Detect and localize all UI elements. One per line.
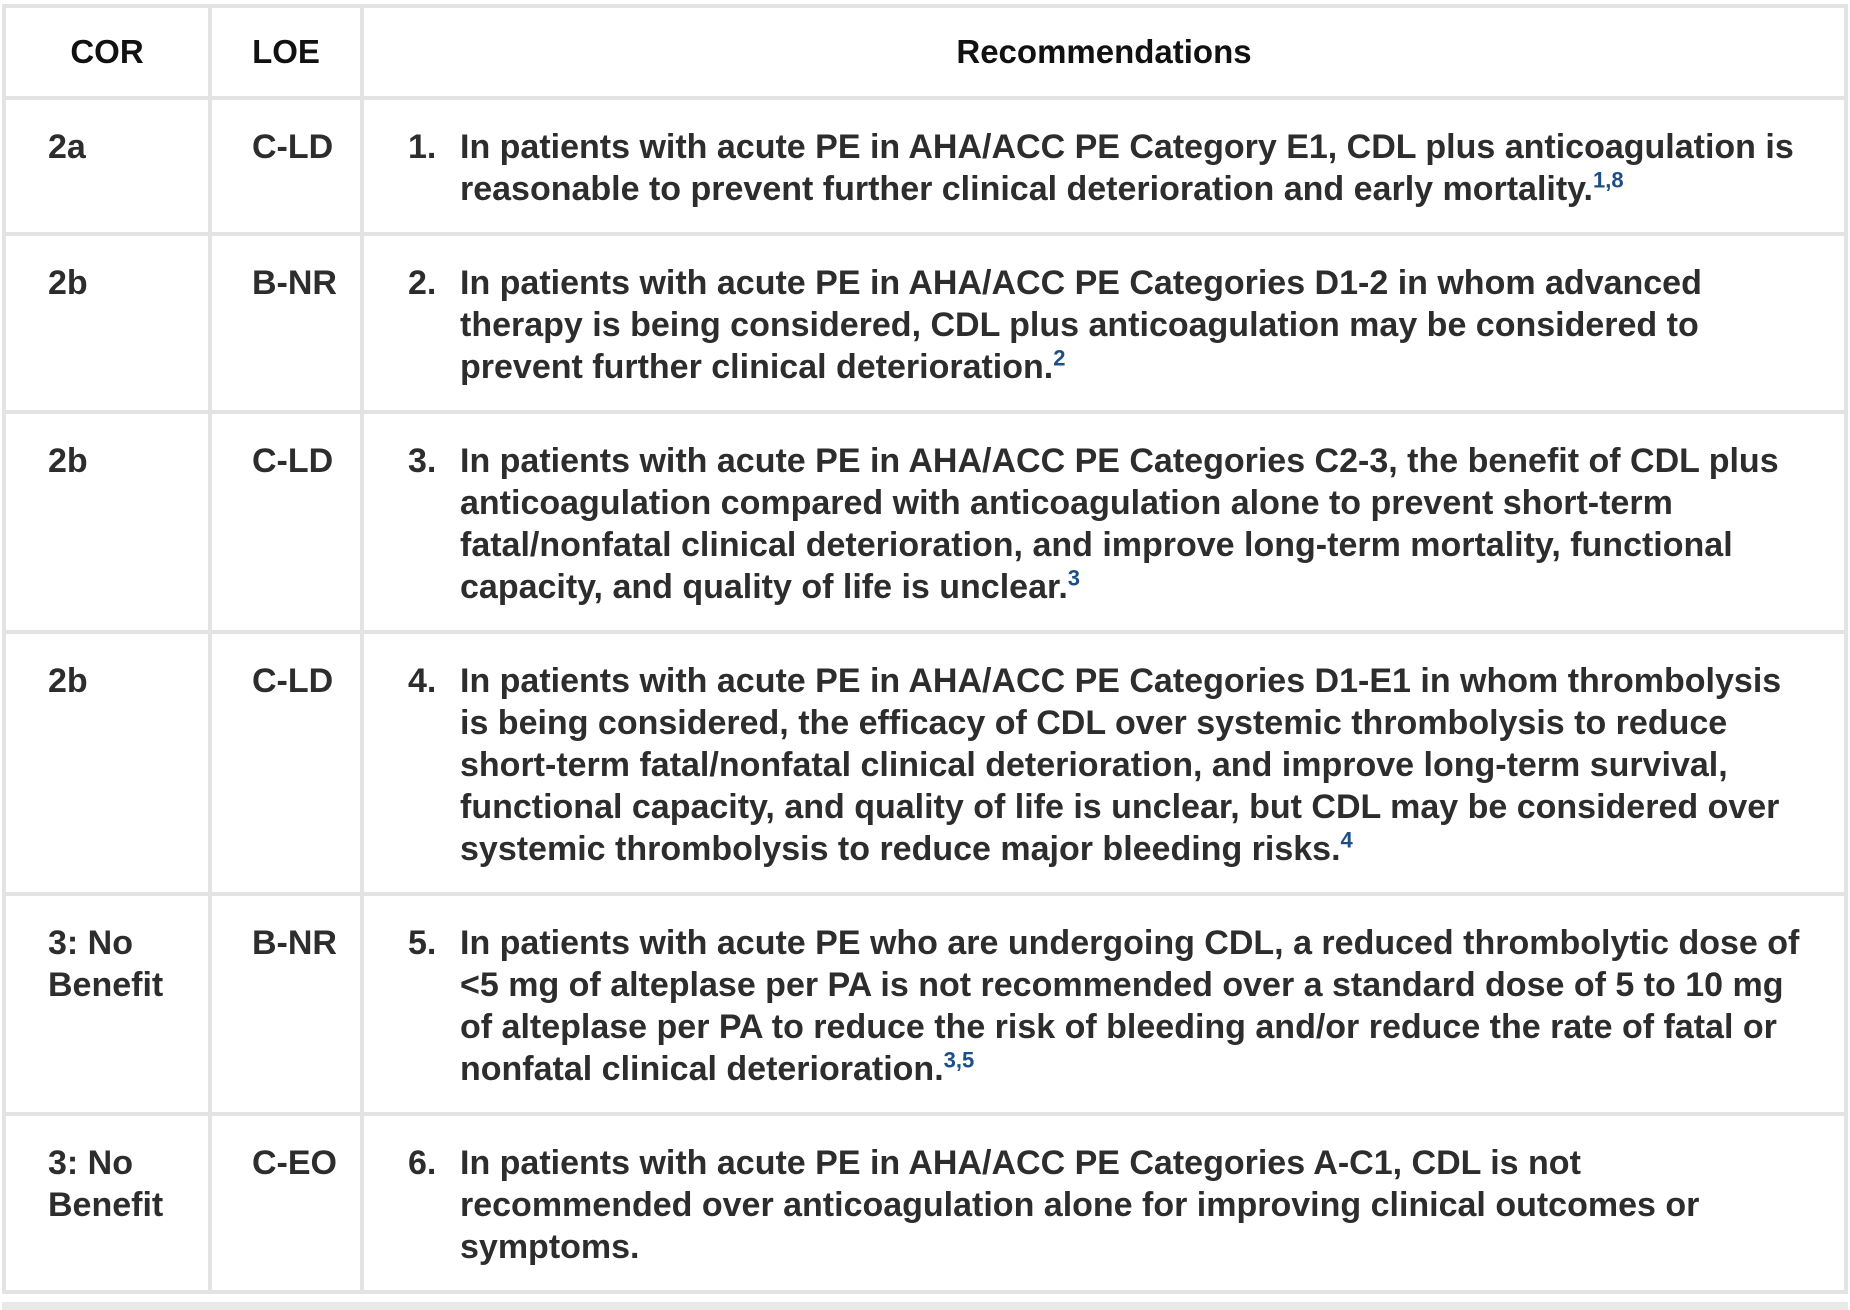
table-row — [4, 412, 1846, 632]
recommendation-text-block — [460, 922, 1814, 1090]
recommendation-item — [408, 126, 1814, 210]
table-header-row — [4, 6, 1846, 98]
recommendation-number: 4. — [408, 662, 437, 700]
recommendation-text: In patients with acute PE in AHA/ACC PE Categories A-C1, CDL is not recommended over anticoagulation alone for improving clinical outcomes or symptoms. — [460, 1144, 1700, 1266]
table-body — [4, 98, 1846, 1292]
table-row — [4, 1114, 1846, 1292]
reference-link[interactable]: 2 — [1053, 345, 1066, 371]
recommendations-table — [2, 4, 1848, 1294]
cor-cell: 3: No Benefit — [4, 894, 210, 1114]
recommendation-number: 3. — [408, 442, 437, 480]
cor-cell: 2b — [4, 412, 210, 632]
recommendation-text: In patients with acute PE in AHA/ACC PE Categories D1-2 in whom advanced therapy is being considered, CDL plus anticoagulation may be considered to prevent further clinical deterioration. — [460, 264, 1702, 386]
header-recommendations: Recommendations — [362, 6, 1846, 98]
header-cor: COR — [4, 6, 210, 98]
cor-cell: 2a — [4, 98, 210, 234]
table-row — [4, 894, 1846, 1114]
loe-cell: B-NR — [210, 234, 362, 412]
recommendation-item — [408, 440, 1814, 608]
table-row — [4, 98, 1846, 234]
recommendation-text-block — [460, 262, 1814, 388]
table-row — [4, 632, 1846, 894]
header-loe: LOE — [210, 6, 362, 98]
recommendation-text-block — [460, 126, 1814, 210]
cor-cell: 3: No Benefit — [4, 1114, 210, 1292]
recommendation-text-block — [460, 1142, 1814, 1268]
recommendation-item — [408, 660, 1814, 870]
reference-link[interactable]: 5 — [962, 1047, 975, 1073]
recommendation-cell — [362, 412, 1846, 632]
recommendation-item — [408, 922, 1814, 1090]
recommendation-cell — [362, 1114, 1846, 1292]
recommendation-text: In patients with acute PE in AHA/ACC PE Categories D1-E1 in whom thrombolysis is being considered, the efficacy of CDL over systemic thrombolysis to reduce short-term fatal/nonfatal clinical deterioration, and improve long-term survival, functional capacity, and quality of life is unclear, but CDL may be considered over systemic thrombolysis to reduce major bleeding risks. — [460, 662, 1782, 868]
cor-cell: 2b — [4, 632, 210, 894]
reference-link[interactable]: 3 — [1067, 565, 1081, 591]
bottom-divider — [2, 1302, 1848, 1310]
recommendation-item — [408, 1142, 1814, 1268]
recommendation-cell — [362, 234, 1846, 412]
recommendation-text-block — [460, 660, 1814, 870]
recommendation-text: In patients with acute PE who are undergoing CDL, a reduced thrombolytic dose of <5 mg of alteplase per PA is not recommended over a standard dose of 5 to 10 mg of alteplase per PA to reduce the risk of bleeding and/or reduce the rate of fatal or nonfatal clinical deterioration. — [460, 924, 1800, 1088]
reference-separator: , — [955, 1047, 963, 1073]
recommendation-item — [408, 262, 1814, 388]
recommendation-text-block — [460, 440, 1814, 608]
recommendation-cell — [362, 632, 1846, 894]
reference-link[interactable]: 1 — [1593, 167, 1606, 193]
cor-cell: 2b — [4, 234, 210, 412]
table-row — [4, 234, 1846, 412]
loe-cell: C-EO — [210, 1114, 362, 1292]
recommendation-number: 1. — [408, 128, 437, 166]
recommendation-number: 2. — [408, 264, 437, 302]
loe-cell: C-LD — [210, 412, 362, 632]
recommendation-number: 6. — [408, 1144, 437, 1182]
reference-link[interactable]: 8 — [1611, 167, 1624, 193]
recommendation-text: In patients with acute PE in AHA/ACC PE Category E1, CDL plus anticoagulation is reasonable to prevent further clinical deterioration and early mortality. — [460, 128, 1794, 208]
loe-cell: B-NR — [210, 894, 362, 1114]
loe-cell: C-LD — [210, 632, 362, 894]
loe-cell: C-LD — [210, 98, 362, 234]
recommendation-text: In patients with acute PE in AHA/ACC PE Categories C2-3, the benefit of CDL plus anticoagulation compared with anticoagulation alone to prevent short-term fatal/nonfatal clinical deterioration, and improve long-term mortality, functional capacity, and quality of life is unclear. — [460, 442, 1779, 606]
recommendation-cell — [362, 894, 1846, 1114]
reference-link[interactable]: 4 — [1340, 827, 1353, 853]
reference-link[interactable]: 3 — [943, 1047, 956, 1073]
recommendation-cell — [362, 98, 1846, 234]
reference-separator: , — [1605, 167, 1612, 193]
recommendation-number: 5. — [408, 924, 437, 962]
